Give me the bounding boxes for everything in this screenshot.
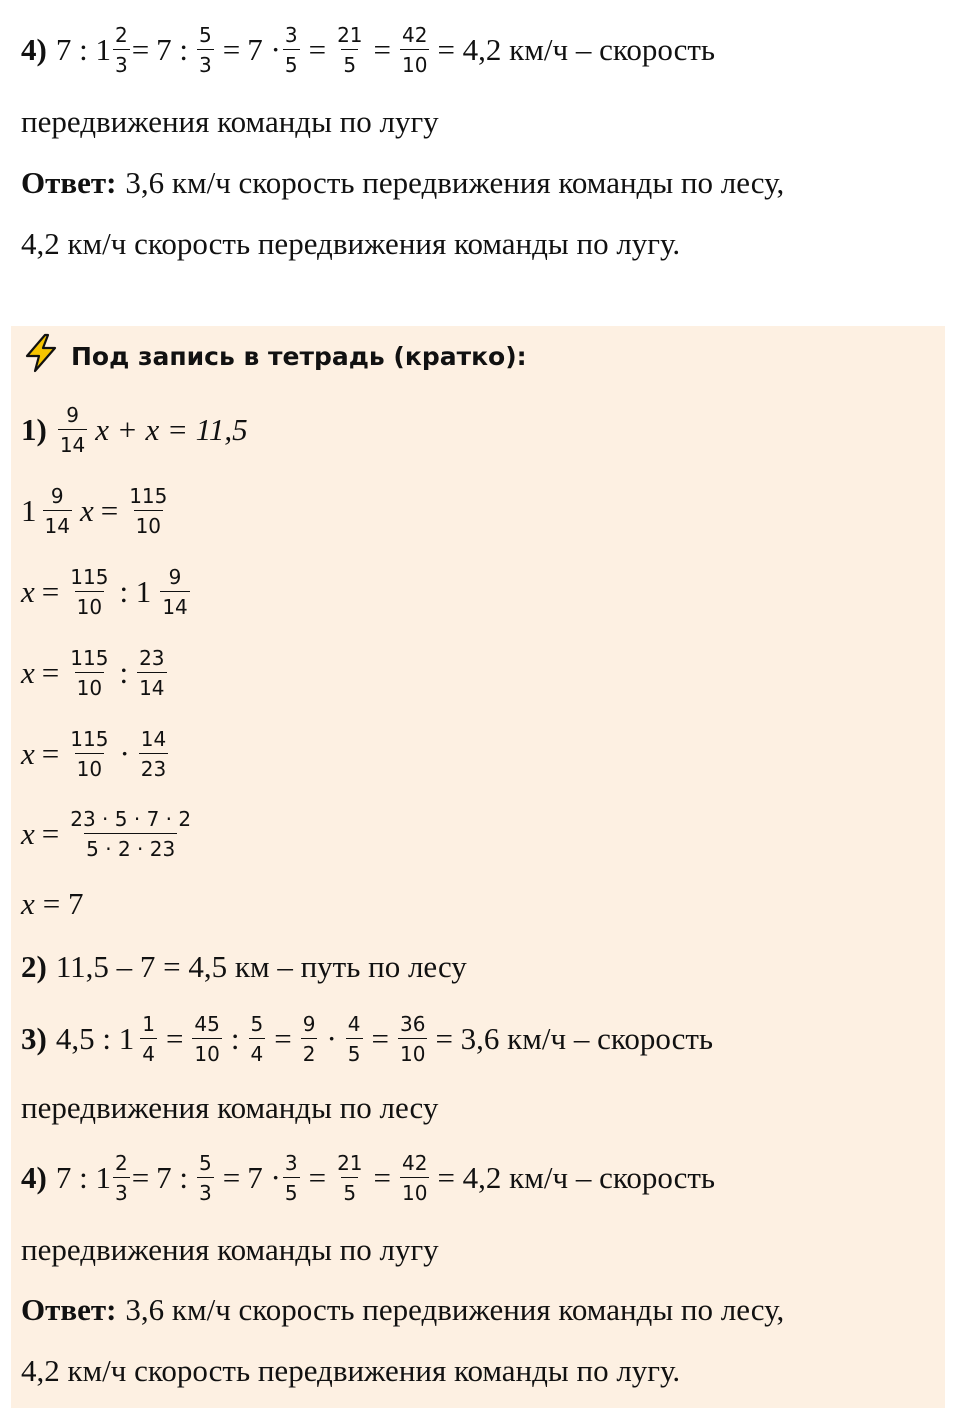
equation-line-2: [21, 478, 940, 544]
numerator: 23 · 5 · 7 · 2: [70, 807, 192, 831]
fraction: [113, 1153, 130, 1203]
numerator: 5: [199, 23, 212, 47]
step3-line: [21, 1006, 940, 1072]
step4-line: [21, 1150, 940, 1206]
variable-x: x: [21, 736, 35, 771]
fraction: [197, 1153, 214, 1203]
numerator: 42: [402, 23, 428, 47]
denominator: 23: [139, 753, 168, 779]
answer-label: Ответ:: [21, 165, 117, 200]
answer-label: Ответ:: [21, 1292, 117, 1327]
fraction: [68, 567, 110, 617]
equals-sign: =: [41, 736, 60, 771]
numerator: 9: [302, 1012, 316, 1036]
math-text: 7 : 1: [55, 32, 111, 67]
fraction: [127, 486, 169, 536]
variable-x: x: [21, 816, 35, 851]
fraction: [400, 25, 429, 75]
math-text: = 7: [42, 886, 84, 921]
numerator: 3: [284, 23, 298, 47]
equation-line-5: [21, 721, 940, 787]
variable-x: x: [79, 493, 94, 528]
equals-sign: =: [131, 1160, 150, 1195]
numerator: 115: [70, 727, 109, 751]
numerator: 36: [400, 1012, 426, 1036]
fraction: [68, 648, 110, 698]
math-text: 7 : 1: [55, 1160, 111, 1195]
equals-sign: =: [41, 816, 60, 851]
denominator: 2: [301, 1038, 318, 1064]
equals-sign: =: [165, 1021, 184, 1056]
denominator: 10: [398, 1038, 427, 1064]
denominator: 14: [137, 672, 166, 698]
numerator: 4: [347, 1012, 361, 1036]
denominator: 5: [346, 1038, 363, 1064]
numerator: 9: [168, 565, 182, 589]
numerator: 1: [142, 1012, 155, 1036]
numerator: 21: [337, 1151, 363, 1175]
denominator: 3: [113, 1177, 130, 1203]
equals-sign: =: [308, 1160, 327, 1195]
step3-continuation: передвижения команды по лесу: [21, 1090, 439, 1125]
denominator: 4: [249, 1038, 266, 1064]
numerator: 45: [194, 1012, 220, 1036]
step2-line: [21, 943, 940, 991]
equals-sign: =: [41, 574, 60, 609]
math-text: 1: [21, 493, 37, 528]
numerator: 5: [199, 1151, 212, 1175]
fraction: [140, 1014, 157, 1064]
lightning-icon: [21, 333, 71, 379]
denominator: 4: [140, 1038, 157, 1064]
denominator: 10: [75, 753, 104, 779]
equals-sign: =: [308, 32, 327, 67]
math-operator: :: [230, 1021, 240, 1056]
numerator: 2: [114, 23, 128, 47]
equals-sign: =: [371, 1021, 389, 1056]
numerator: 2: [114, 1151, 128, 1175]
denominator: 10: [192, 1038, 221, 1064]
step-number: 3): [21, 1021, 47, 1056]
fraction: [283, 1153, 300, 1203]
numerator: 42: [402, 1151, 428, 1175]
denominator: 5: [341, 1177, 358, 1203]
top-answer-continuation: 4,2 км/ч скорость передвижения команды по лугу.: [21, 226, 681, 261]
fraction: [335, 25, 364, 75]
answer-text: 3,6 км/ч скорость передвижения команды по лесу,: [125, 1292, 785, 1327]
step-number: 4): [21, 32, 47, 67]
math-text: 7 ·: [247, 1160, 281, 1195]
denominator: 3: [113, 49, 130, 75]
math-text: 7 :: [156, 32, 189, 67]
equals-sign: =: [41, 655, 60, 690]
top-step4-line: [21, 24, 940, 76]
fraction: [197, 25, 214, 75]
numerator: 9: [50, 484, 64, 508]
answer-text: 3,6 км/ч скорость передвижения команды по лесу,: [125, 165, 785, 200]
math-text: = 3,6 км/ч – скорость: [435, 1021, 714, 1056]
math-text: 4,5 : 1: [55, 1021, 135, 1056]
equals-sign: =: [373, 1160, 391, 1195]
step-number: 2): [21, 949, 47, 984]
math-text: x + x = 11,5: [95, 412, 248, 447]
denominator: 10: [400, 1177, 429, 1203]
numerator: 115: [129, 484, 168, 508]
equals-sign: =: [274, 1021, 292, 1056]
equals-sign: =: [373, 32, 391, 67]
top-answer-line: [21, 160, 940, 206]
numerator: 14: [140, 727, 167, 751]
denominator: 5: [283, 1177, 300, 1203]
numerator: 23: [139, 646, 165, 670]
math-operator: :: [119, 655, 129, 690]
fraction: [68, 809, 193, 859]
numerator: 21: [337, 23, 363, 47]
fraction: [301, 1014, 318, 1064]
denominator: 3: [197, 1177, 214, 1203]
variable-x: x: [21, 574, 35, 609]
denominator: 10: [75, 672, 104, 698]
denominator: 10: [75, 591, 104, 617]
variable-x: x: [21, 655, 35, 690]
math-operator: ·: [326, 1021, 337, 1056]
denominator: 5 · 2 · 23: [84, 833, 177, 859]
box-title: Под запись в тетрадь (кратко):: [71, 341, 527, 371]
top-step4-continuation: передвижения команды по лугу: [21, 104, 439, 139]
math-operator: : 1: [119, 574, 152, 609]
step4-continuation: передвижения команды по лугу: [21, 1232, 439, 1267]
denominator: 10: [400, 49, 429, 75]
fraction: [400, 1153, 429, 1203]
denominator: 5: [283, 49, 300, 75]
denominator: 10: [134, 510, 163, 536]
numerator: 115: [70, 646, 109, 670]
fraction: [283, 25, 300, 75]
numerator: 5: [250, 1012, 264, 1036]
math-text: 7 :: [156, 1160, 189, 1195]
step1-line: [21, 398, 940, 462]
equation-line-7: [21, 880, 940, 928]
step-number: 4): [21, 1160, 47, 1195]
box-header: [21, 336, 527, 376]
fraction: [113, 25, 130, 75]
denominator: 14: [58, 429, 87, 455]
denominator: 3: [197, 49, 214, 75]
equation-line-4: [21, 640, 940, 706]
math-text: = 4,2 км/ч – скорость: [437, 1160, 716, 1195]
denominator: 14: [43, 510, 72, 536]
answer-continuation: 4,2 км/ч скорость передвижения команды по лугу.: [21, 1353, 681, 1388]
equals-sign: =: [222, 32, 241, 67]
equals-sign: =: [100, 493, 119, 528]
fraction: [398, 1014, 427, 1064]
numerator: 3: [284, 1151, 298, 1175]
math-operator: ·: [119, 736, 130, 771]
equation-line-6: [21, 801, 940, 867]
variable-x: x: [21, 886, 35, 921]
equation-line-3: [21, 559, 940, 625]
math-text: = 4,2 км/ч – скорость: [437, 32, 716, 67]
answer-line: [21, 1287, 940, 1333]
fraction: [335, 1153, 364, 1203]
math-text: 11,5 – 7 = 4,5 км – путь по лесу: [55, 949, 467, 984]
fraction: [160, 567, 189, 617]
math-text: 7 ·: [247, 32, 281, 67]
fraction: [58, 405, 87, 455]
fraction: [192, 1014, 221, 1064]
denominator: 14: [160, 591, 189, 617]
numerator: 115: [70, 565, 109, 589]
fraction: [139, 729, 168, 779]
denominator: 5: [341, 49, 358, 75]
fraction: [43, 486, 72, 536]
equals-sign: =: [131, 32, 150, 67]
numerator: 9: [66, 403, 79, 427]
fraction: [346, 1014, 363, 1064]
equals-sign: =: [222, 1160, 241, 1195]
step-number: 1): [21, 412, 47, 447]
fraction: [68, 729, 110, 779]
fraction: [137, 648, 166, 698]
fraction: [249, 1014, 266, 1064]
